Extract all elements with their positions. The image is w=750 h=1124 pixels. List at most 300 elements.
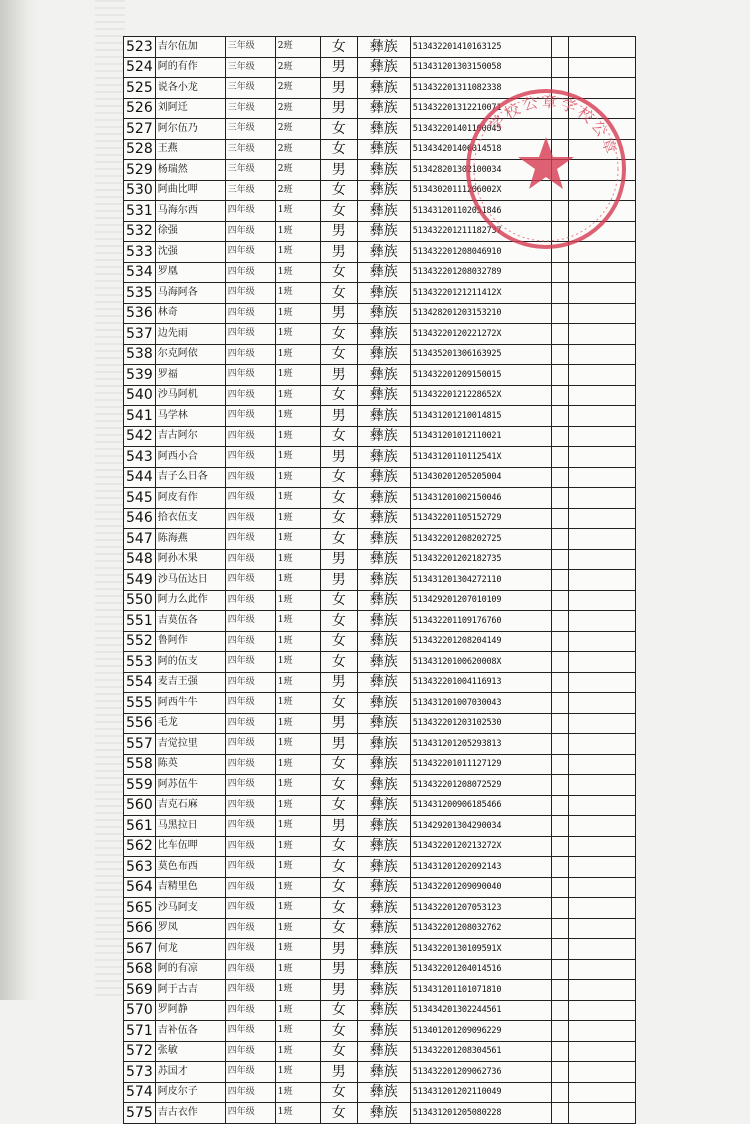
row-number-cell: 536	[124, 303, 156, 324]
id-number-cell: 51343120100620008X	[410, 652, 551, 673]
empty-cell	[551, 406, 568, 427]
id-number-cell: 513432201208046910	[410, 242, 551, 263]
ethnicity-cell: 彝族	[357, 672, 410, 693]
id-number-cell: 513431201304272110	[410, 570, 551, 591]
grade-cell: 四年级	[225, 385, 275, 406]
class-cell: 1班	[275, 1082, 320, 1103]
empty-cell	[568, 467, 635, 488]
id-number-cell: 513429201207010109	[410, 590, 551, 611]
table-row	[124, 57, 636, 78]
student-name-cell: 阿孙木果	[155, 549, 225, 570]
empty-cell	[568, 1000, 635, 1021]
table-row	[124, 1000, 636, 1021]
gender-cell: 男	[320, 980, 357, 1001]
row-number-cell: 568	[124, 959, 156, 980]
class-cell: 1班	[275, 959, 320, 980]
id-number-cell: 513428201302100034	[410, 160, 551, 181]
ethnicity-cell: 彝族	[357, 447, 410, 468]
class-cell: 2班	[275, 160, 320, 181]
class-cell: 2班	[275, 37, 320, 58]
table-row	[124, 98, 636, 119]
id-number-cell: 513431201205080228	[410, 1103, 551, 1124]
grade-cell: 三年级	[225, 180, 275, 201]
empty-cell	[568, 1103, 635, 1124]
id-number-cell: 513431201007030043	[410, 693, 551, 714]
grade-cell: 四年级	[225, 467, 275, 488]
ethnicity-cell: 彝族	[357, 1041, 410, 1062]
empty-cell	[551, 37, 568, 58]
student-name-cell: 阿的有凉	[155, 959, 225, 980]
table-row	[124, 1062, 636, 1083]
table-row	[124, 508, 636, 529]
empty-cell	[568, 508, 635, 529]
gender-cell: 女	[320, 385, 357, 406]
table-row	[124, 242, 636, 263]
gender-cell: 女	[320, 693, 357, 714]
table-row	[124, 857, 636, 878]
grade-cell: 四年级	[225, 631, 275, 652]
row-number-cell: 565	[124, 898, 156, 919]
table-row	[124, 918, 636, 939]
table-row	[124, 836, 636, 857]
id-number-cell: 513431200906185466	[410, 795, 551, 816]
row-number-cell: 558	[124, 754, 156, 775]
empty-cell	[568, 37, 635, 58]
ethnicity-cell: 彝族	[357, 365, 410, 386]
student-name-cell: 张敏	[155, 1041, 225, 1062]
gender-cell: 女	[320, 652, 357, 673]
empty-cell	[551, 426, 568, 447]
empty-cell	[551, 857, 568, 878]
empty-cell	[568, 529, 635, 550]
class-cell: 1班	[275, 1103, 320, 1124]
class-cell: 1班	[275, 939, 320, 960]
row-number-cell: 566	[124, 918, 156, 939]
id-number-cell: 513431201210014815	[410, 406, 551, 427]
ethnicity-cell: 彝族	[357, 693, 410, 714]
ethnicity-cell: 彝族	[357, 1000, 410, 1021]
ethnicity-cell: 彝族	[357, 119, 410, 140]
row-number-cell: 534	[124, 262, 156, 283]
class-cell: 1班	[275, 734, 320, 755]
table-row	[124, 344, 636, 365]
row-number-cell: 523	[124, 37, 156, 58]
gender-cell: 男	[320, 78, 357, 99]
row-number-cell: 529	[124, 160, 156, 181]
id-number-cell: 513432201311082338	[410, 78, 551, 99]
class-cell: 2班	[275, 78, 320, 99]
grade-cell: 四年级	[225, 283, 275, 304]
gender-cell: 女	[320, 795, 357, 816]
empty-cell	[551, 344, 568, 365]
gender-cell: 女	[320, 631, 357, 652]
ethnicity-cell: 彝族	[357, 426, 410, 447]
gender-cell: 男	[320, 816, 357, 837]
id-number-cell: 513431201012110021	[410, 426, 551, 447]
class-cell: 1班	[275, 344, 320, 365]
gender-cell: 女	[320, 426, 357, 447]
gender-cell: 女	[320, 119, 357, 140]
grade-cell: 四年级	[225, 344, 275, 365]
row-number-cell: 559	[124, 775, 156, 796]
table-row	[124, 385, 636, 406]
id-number-cell: 513432201209062736	[410, 1062, 551, 1083]
id-number-cell: 513432201312210071	[410, 98, 551, 119]
empty-cell	[551, 918, 568, 939]
id-number-cell: 513432201208032762	[410, 918, 551, 939]
student-name-cell: 王燕	[155, 139, 225, 160]
row-number-cell: 538	[124, 344, 156, 365]
gender-cell: 女	[320, 37, 357, 58]
row-number-cell: 560	[124, 795, 156, 816]
table-row	[124, 119, 636, 140]
row-number-cell: 543	[124, 447, 156, 468]
empty-cell	[551, 1000, 568, 1021]
empty-cell	[551, 898, 568, 919]
student-name-cell: 麦吉王强	[155, 672, 225, 693]
student-name-cell: 陈海燕	[155, 529, 225, 550]
gender-cell: 男	[320, 365, 357, 386]
row-number-cell: 533	[124, 242, 156, 263]
empty-cell	[568, 78, 635, 99]
empty-cell	[551, 119, 568, 140]
student-name-cell: 沈强	[155, 242, 225, 263]
table-row	[124, 262, 636, 283]
empty-cell	[568, 180, 635, 201]
empty-cell	[568, 406, 635, 427]
empty-cell	[568, 939, 635, 960]
ethnicity-cell: 彝族	[357, 1103, 410, 1124]
class-cell: 1班	[275, 590, 320, 611]
id-number-cell: 51343220120221272X	[410, 324, 551, 345]
class-cell: 1班	[275, 324, 320, 345]
grade-cell: 四年级	[225, 816, 275, 837]
gender-cell: 男	[320, 672, 357, 693]
class-cell: 1班	[275, 221, 320, 242]
ethnicity-cell: 彝族	[357, 816, 410, 837]
empty-cell	[551, 631, 568, 652]
gender-cell: 男	[320, 406, 357, 427]
table-row	[124, 570, 636, 591]
ethnicity-cell: 彝族	[357, 652, 410, 673]
table-row	[124, 693, 636, 714]
gender-cell: 女	[320, 283, 357, 304]
empty-cell	[551, 180, 568, 201]
student-name-cell: 罗凰	[155, 262, 225, 283]
class-cell: 1班	[275, 201, 320, 222]
empty-cell	[551, 467, 568, 488]
grade-cell: 四年级	[225, 754, 275, 775]
ethnicity-cell: 彝族	[357, 1062, 410, 1083]
grade-cell: 四年级	[225, 672, 275, 693]
empty-cell	[568, 160, 635, 181]
gender-cell: 女	[320, 324, 357, 345]
ethnicity-cell: 彝族	[357, 898, 410, 919]
empty-cell	[551, 549, 568, 570]
grade-cell: 四年级	[225, 1021, 275, 1042]
row-number-cell: 540	[124, 385, 156, 406]
grade-cell: 四年级	[225, 775, 275, 796]
empty-cell	[568, 570, 635, 591]
row-number-cell: 561	[124, 816, 156, 837]
class-cell: 2班	[275, 180, 320, 201]
student-name-cell: 吉克石麻	[155, 795, 225, 816]
student-name-cell: 毛龙	[155, 713, 225, 734]
gender-cell: 男	[320, 959, 357, 980]
grade-cell: 四年级	[225, 488, 275, 509]
id-number-cell: 513432201202182735	[410, 549, 551, 570]
ethnicity-cell: 彝族	[357, 201, 410, 222]
student-name-cell: 马学林	[155, 406, 225, 427]
empty-cell	[568, 631, 635, 652]
row-number-cell: 575	[124, 1103, 156, 1124]
row-number-cell: 569	[124, 980, 156, 1001]
id-number-cell: 513432201401100045	[410, 119, 551, 140]
empty-cell	[568, 221, 635, 242]
id-number-cell: 513401201209096229	[410, 1021, 551, 1042]
ethnicity-cell: 彝族	[357, 488, 410, 509]
empty-cell	[568, 1082, 635, 1103]
gender-cell: 女	[320, 344, 357, 365]
id-number-cell: 51343220130109591X	[410, 939, 551, 960]
student-name-cell: 苏国才	[155, 1062, 225, 1083]
ethnicity-cell: 彝族	[357, 857, 410, 878]
class-cell: 1班	[275, 365, 320, 386]
table-row	[124, 488, 636, 509]
id-number-cell: 513432201209090040	[410, 877, 551, 898]
student-name-cell: 莫色布西	[155, 857, 225, 878]
class-cell: 2班	[275, 98, 320, 119]
ethnicity-cell: 彝族	[357, 549, 410, 570]
row-number-cell: 544	[124, 467, 156, 488]
empty-cell	[568, 385, 635, 406]
ethnicity-cell: 彝族	[357, 877, 410, 898]
empty-cell	[551, 365, 568, 386]
student-name-cell: 阿力么此作	[155, 590, 225, 611]
row-number-cell: 535	[124, 283, 156, 304]
grade-cell: 四年级	[225, 303, 275, 324]
id-number-cell: 513431201202092143	[410, 857, 551, 878]
empty-cell	[551, 262, 568, 283]
empty-cell	[568, 857, 635, 878]
gender-cell: 女	[320, 836, 357, 857]
row-number-cell: 572	[124, 1041, 156, 1062]
table-row	[124, 959, 636, 980]
table-row	[124, 139, 636, 160]
ethnicity-cell: 彝族	[357, 262, 410, 283]
row-number-cell: 555	[124, 693, 156, 714]
svg-text:学校公章学校公章: 学校公章学校公章	[485, 92, 621, 159]
empty-cell	[551, 693, 568, 714]
row-number-cell: 564	[124, 877, 156, 898]
gender-cell: 女	[320, 139, 357, 160]
student-name-cell: 鲁阿作	[155, 631, 225, 652]
row-number-cell: 550	[124, 590, 156, 611]
id-number-cell: 513432201410163125	[410, 37, 551, 58]
ethnicity-cell: 彝族	[357, 98, 410, 119]
ethnicity-cell: 彝族	[357, 180, 410, 201]
gender-cell: 女	[320, 180, 357, 201]
table-row	[124, 447, 636, 468]
grade-cell: 四年级	[225, 713, 275, 734]
grade-cell: 三年级	[225, 78, 275, 99]
id-number-cell: 513431201202110049	[410, 1082, 551, 1103]
empty-cell	[568, 139, 635, 160]
empty-cell	[568, 549, 635, 570]
row-number-cell: 539	[124, 365, 156, 386]
table-row	[124, 160, 636, 181]
class-cell: 1班	[275, 652, 320, 673]
student-name-cell: 吉尔伍加	[155, 37, 225, 58]
gender-cell: 男	[320, 570, 357, 591]
gender-cell: 男	[320, 447, 357, 468]
row-number-cell: 537	[124, 324, 156, 345]
table-row	[124, 652, 636, 673]
ethnicity-cell: 彝族	[357, 529, 410, 550]
ethnicity-cell: 彝族	[357, 78, 410, 99]
gender-cell: 女	[320, 857, 357, 878]
row-number-cell: 563	[124, 857, 156, 878]
empty-cell	[551, 754, 568, 775]
class-cell: 1班	[275, 713, 320, 734]
empty-cell	[568, 447, 635, 468]
gender-cell: 男	[320, 57, 357, 78]
empty-cell	[551, 508, 568, 529]
id-number-cell: 513432201208202725	[410, 529, 551, 550]
id-number-cell: 513432201011127129	[410, 754, 551, 775]
empty-cell	[551, 78, 568, 99]
empty-cell	[568, 795, 635, 816]
student-name-cell: 阿西小合	[155, 447, 225, 468]
grade-cell: 四年级	[225, 529, 275, 550]
gender-cell: 男	[320, 939, 357, 960]
table-row	[124, 221, 636, 242]
ethnicity-cell: 彝族	[357, 631, 410, 652]
id-number-cell: 513432201208072529	[410, 775, 551, 796]
id-number-cell: 513432201207053123	[410, 898, 551, 919]
table-row	[124, 877, 636, 898]
id-number-cell: 513432201208204149	[410, 631, 551, 652]
id-number-cell: 513432201211182737	[410, 221, 551, 242]
gender-cell: 女	[320, 1021, 357, 1042]
student-name-cell: 杨瑞然	[155, 160, 225, 181]
grade-cell: 四年级	[225, 1082, 275, 1103]
class-cell: 1班	[275, 283, 320, 304]
class-cell: 2班	[275, 57, 320, 78]
class-cell: 1班	[275, 980, 320, 1001]
gender-cell: 男	[320, 303, 357, 324]
gender-cell: 女	[320, 1082, 357, 1103]
student-name-cell: 沙马阿机	[155, 385, 225, 406]
row-number-cell: 526	[124, 98, 156, 119]
grade-cell: 四年级	[225, 1062, 275, 1083]
empty-cell	[568, 488, 635, 509]
id-number-cell: 513431201102051846	[410, 201, 551, 222]
class-cell: 1班	[275, 549, 320, 570]
ethnicity-cell: 彝族	[357, 283, 410, 304]
class-cell: 1班	[275, 508, 320, 529]
class-cell: 1班	[275, 262, 320, 283]
grade-cell: 四年级	[225, 590, 275, 611]
student-name-cell: 阿皮尔子	[155, 1082, 225, 1103]
id-number-cell: 513432201209150015	[410, 365, 551, 386]
table-row	[124, 180, 636, 201]
empty-cell	[568, 611, 635, 632]
empty-cell	[568, 754, 635, 775]
empty-cell	[568, 713, 635, 734]
scan-noise	[95, 0, 125, 1000]
class-cell: 1班	[275, 426, 320, 447]
ethnicity-cell: 彝族	[357, 775, 410, 796]
grade-cell: 四年级	[225, 980, 275, 1001]
table-row	[124, 37, 636, 58]
class-cell: 1班	[275, 918, 320, 939]
class-cell: 1班	[275, 488, 320, 509]
table-row	[124, 78, 636, 99]
table-row	[124, 816, 636, 837]
row-number-cell: 571	[124, 1021, 156, 1042]
table-row	[124, 734, 636, 755]
empty-cell	[551, 1103, 568, 1124]
gender-cell: 女	[320, 262, 357, 283]
grade-cell: 四年级	[225, 426, 275, 447]
ethnicity-cell: 彝族	[357, 160, 410, 181]
student-name-cell: 罗凤	[155, 918, 225, 939]
empty-cell	[551, 1062, 568, 1083]
grade-cell: 四年级	[225, 836, 275, 857]
student-name-cell: 阿于古吉	[155, 980, 225, 1001]
empty-cell	[568, 344, 635, 365]
student-name-cell: 阿的伍支	[155, 652, 225, 673]
table-row	[124, 529, 636, 550]
empty-cell	[551, 1041, 568, 1062]
grade-cell: 四年级	[225, 857, 275, 878]
grade-cell: 四年级	[225, 549, 275, 570]
student-roster-table	[123, 36, 636, 1124]
table-row	[124, 201, 636, 222]
class-cell: 1班	[275, 529, 320, 550]
ethnicity-cell: 彝族	[357, 1021, 410, 1042]
empty-cell	[568, 693, 635, 714]
row-number-cell: 549	[124, 570, 156, 591]
student-name-cell: 徐强	[155, 221, 225, 242]
table-row	[124, 631, 636, 652]
gender-cell: 男	[320, 734, 357, 755]
class-cell: 1班	[275, 816, 320, 837]
grade-cell: 四年级	[225, 221, 275, 242]
empty-cell	[551, 303, 568, 324]
row-number-cell: 542	[124, 426, 156, 447]
grade-cell: 四年级	[225, 959, 275, 980]
student-name-cell: 吉补伍各	[155, 1021, 225, 1042]
id-number-cell: 513428201203153210	[410, 303, 551, 324]
grade-cell: 四年级	[225, 898, 275, 919]
grade-cell: 四年级	[225, 652, 275, 673]
row-number-cell: 557	[124, 734, 156, 755]
student-name-cell: 说各小龙	[155, 78, 225, 99]
id-number-cell: 513432201204014516	[410, 959, 551, 980]
ethnicity-cell: 彝族	[357, 734, 410, 755]
gender-cell: 女	[320, 529, 357, 550]
ethnicity-cell: 彝族	[357, 344, 410, 365]
student-name-cell: 阿曲比呷	[155, 180, 225, 201]
table-row	[124, 1103, 636, 1124]
empty-cell	[551, 939, 568, 960]
row-number-cell: 551	[124, 611, 156, 632]
table-row	[124, 406, 636, 427]
id-number-cell: 513432201208032789	[410, 262, 551, 283]
empty-cell	[551, 1082, 568, 1103]
